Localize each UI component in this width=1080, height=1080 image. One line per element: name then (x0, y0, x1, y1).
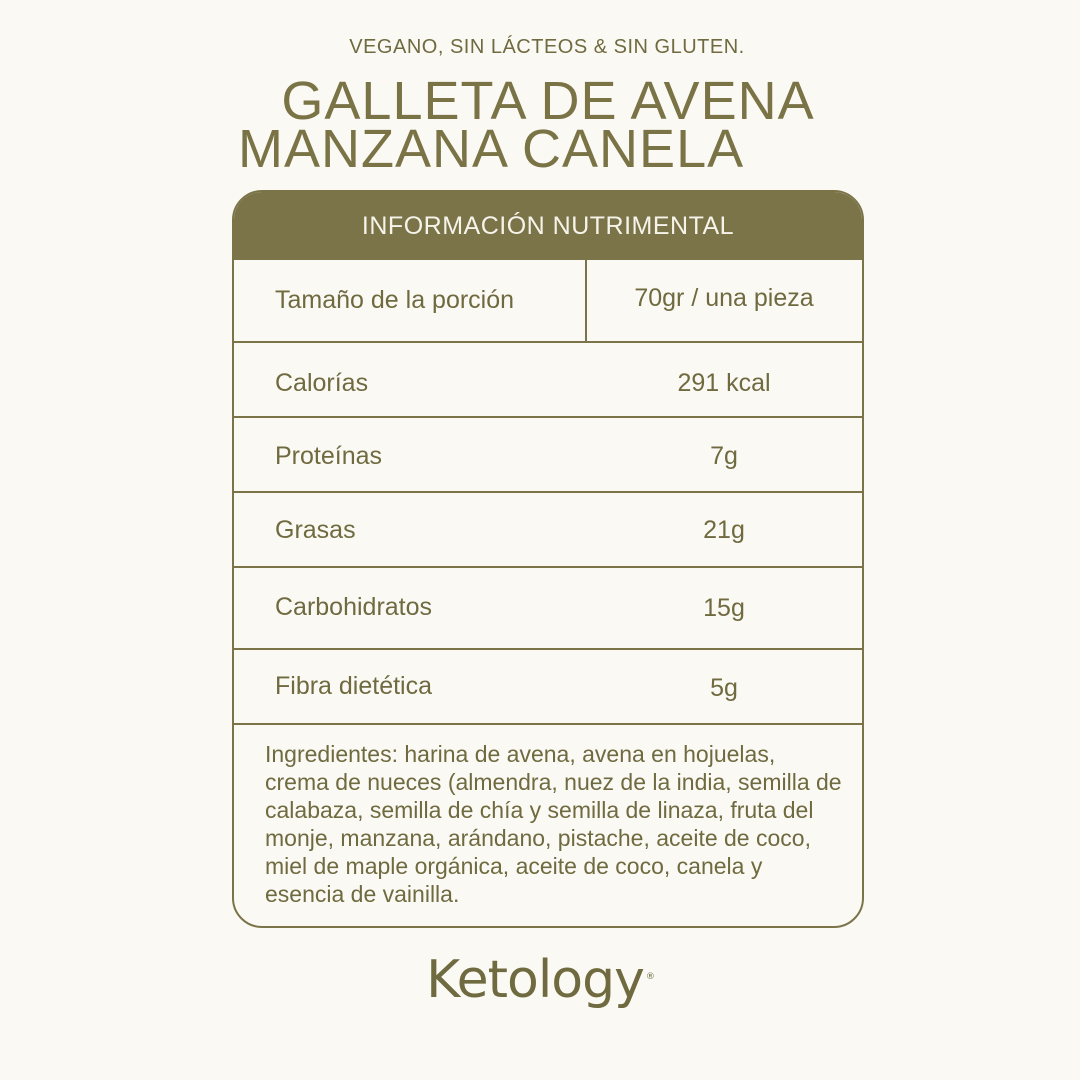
row-value-protein: 7g (710, 442, 738, 470)
table-row (234, 650, 862, 725)
table-row (234, 493, 862, 568)
row-label-fiber: Fibra dietética (275, 672, 433, 700)
table-row (234, 343, 862, 418)
serving-value: 70gr / una pieza (634, 284, 814, 312)
product-title-line-1: GALLETA DE AVENA (281, 71, 815, 131)
brand-name: Ketology (426, 950, 644, 1010)
serving-row (234, 260, 862, 343)
table-row (234, 418, 862, 493)
registered-mark: ® (645, 972, 654, 982)
row-label-carbs: Carbohidratos (275, 593, 433, 621)
product-title-line-2: MANZANA CANELA (238, 119, 745, 179)
row-value-fat: 21g (703, 516, 745, 544)
tagline: VEGANO, SIN LÁCTEOS & SIN GLUTEN. (349, 36, 745, 58)
row-label-protein: Proteínas (275, 442, 383, 470)
ingredients-text: Ingredientes: harina de avena, avena en hojuelas, crema de nueces (almendra, nuez de la india, semilla de calabaza, semilla de chía y semilla de linaza, fruta del monje, manzana, arándano, pistache, aceite de coco, miel de maple orgánica, aceite de coco, canela y esencia de vainilla. (265, 741, 842, 907)
nutrition-card (232, 190, 864, 928)
row-value-fiber: 5g (710, 674, 738, 702)
row-value-carbs: 15g (703, 594, 745, 622)
serving-label: Tamaño de la porción (275, 286, 515, 314)
nutrition-header: INFORMACIÓN NUTRIMENTAL (234, 192, 862, 260)
row-label-fat: Grasas (275, 516, 356, 544)
row-label-calories: Calorías (275, 369, 369, 397)
brand-logo (0, 950, 1080, 1010)
row-value-calories: 291 kcal (677, 369, 771, 397)
serving-divider (585, 260, 587, 341)
table-row (234, 568, 862, 650)
